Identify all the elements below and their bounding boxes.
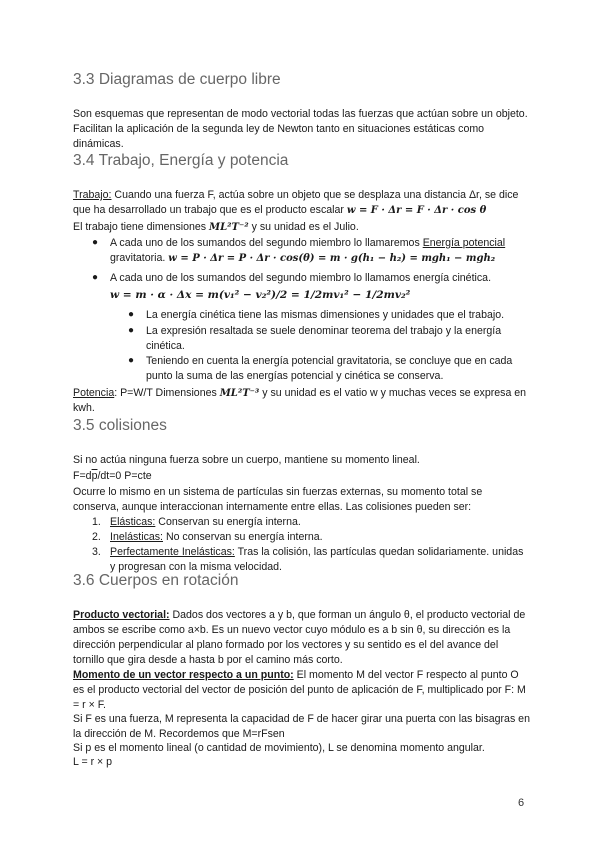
trabajo-formula: w = F · Δr = F · Δr · cos θ [346, 205, 487, 216]
elasticas-label: Elásticas: [110, 516, 156, 528]
bullet-icon: ● [128, 309, 135, 320]
formula-part-a: F=d [73, 470, 92, 482]
section-3-3-paragraph: Son esquemas que representan de modo vectorial todas las fuerzas que actúan sobre un objeto. Facilitan la aplicación de la segunda ley de Newton tanto en situaciones estáticas como dinámicas. [73, 108, 528, 150]
colision-inelastica [110, 530, 530, 545]
sub-bullet-3: Teniendo en cuenta la energía potencial gravitatoria, se concluye que en cada punto la suma de las energías potencial y cinética se conserva. [146, 355, 513, 382]
bullet-icon: ● [128, 325, 135, 336]
dim-formula: ML²T⁻² [209, 222, 249, 233]
colisiones-paragraph: Ocurre lo mismo en un sistema de partículas sin fuerzas externas, su momento total se conserva, aunque interaccionan internamente entre ellas. Las colisiones pueden ser: [73, 486, 483, 513]
momento-angular-formula: L = r × p [73, 756, 113, 768]
momento-fuerza-line: Si F es una fuerza, M representa la capacidad de F de hacer girar una puerta con las bisagras en la dirección de M. Recordemos que M=rFsen [73, 713, 530, 740]
bullet-energia-cinetica: A cada uno de los sumandos del segundo miembro lo llamamos energía cinética. [110, 272, 492, 284]
section-3-4-title: 3.4 Trabajo, Energía y potencia [73, 152, 289, 169]
sub-bullet-2: La expresión resaltada se suele denominar teorema del trabajo y la energía cinética. [146, 325, 502, 352]
bullet2-formula: w = m · α · Δx = m(v₁² − v₂²)/2 = 1/2mv₁² − 1/2mv₂² [110, 289, 411, 301]
producto-vectorial-paragraph [73, 608, 531, 668]
potencia-paragraph [73, 386, 531, 416]
formula-vector-p: $\overline{p}$ [91, 470, 98, 482]
perfectamente-inelasticas-label: Perfectamente Inelásticas: [110, 546, 235, 558]
bullet1-formula: w = P · Δr = P · Δr · cos(θ) = m · g(h₁ − h₂) = mgh₁ − mgh₂ [168, 253, 496, 264]
colision-elastica [110, 515, 530, 530]
momento-label: Momento de un vector respecto a un punto: [73, 669, 294, 681]
section-3-3-title: 3.3 Diagramas de cuerpo libre [73, 71, 281, 88]
section-3-6-title: 3.6 Cuerpos en rotación [73, 572, 239, 589]
list-number: 2. [92, 531, 101, 543]
bullet1-text-b: gravitatoria. [110, 252, 169, 264]
trabajo-dimensions [73, 220, 531, 235]
list-number: 3. [92, 546, 101, 558]
list-number: 1. [92, 516, 101, 528]
trabajo-paragraph [73, 188, 531, 218]
momento-angular-line: Si p es el momento lineal (o cantidad de movimiento), L se denomina momento angular. [73, 742, 485, 754]
page-number: 6 [518, 797, 525, 809]
dim-text-a: El trabajo tiene dimensiones [73, 221, 210, 233]
potencia-text-b: y su unidad es el vatio w y muchas veces se expresa en kwh. [73, 387, 527, 414]
bullet-energia-potencial [110, 236, 535, 266]
dim-text-b: y su unidad es el Julio. [248, 221, 359, 233]
colisiones-intro: Si no actúa ninguna fuerza sobre un cuerpo, mantiene su momento lineal. [73, 454, 420, 466]
bullet-icon: ● [128, 355, 135, 366]
bullet-icon: ● [92, 272, 99, 283]
inelasticas-text: No conservan su energía interna. [163, 531, 323, 543]
trabajo-label: Trabajo: [73, 189, 112, 201]
producto-vectorial-label: Producto vectorial: [73, 609, 170, 621]
potencia-label: Potencia [73, 387, 115, 399]
section-3-5-title: 3.5 colisiones [73, 417, 167, 434]
potencia-text-a: : P=W/T Dimensiones [114, 387, 220, 399]
sub-bullet-1: La energía cinética tiene las mismas dimensiones y unidades que el trabajo. [146, 309, 505, 321]
energia-potencial-link: Energía potencial [422, 237, 506, 249]
momento-paragraph [73, 668, 531, 713]
inelasticas-label: Inelásticas: [110, 531, 163, 543]
potencia-formula: ML²T⁻³ [219, 388, 260, 399]
perfectamente-inelasticas-text: Tras la colisión, las partículas quedan solidariamente. unidas y progresan con la misma velocidad. [110, 546, 524, 573]
trabajo-text: Cuando una fuerza F, actúa sobre un objeto que se desplaza una distancia Δr, se dice que ha desarrollado un trabajo que es el producto escalar [73, 189, 519, 216]
bullet-icon: ● [92, 237, 99, 248]
colision-perfectamente-inelastica [110, 545, 525, 575]
momento-text: El momento M del vector F respecto al punto O es el producto vectorial del vector de posición del punto de aplicación de F, multiplicado por F: M = r × F. [73, 669, 526, 711]
formula-part-b: /dt=0 P=cte [97, 470, 152, 482]
colisiones-formula [73, 469, 531, 484]
elasticas-text: Conservan su energía interna. [155, 516, 301, 528]
bullet1-text-a: A cada uno de los sumandos del segundo miembro lo llamaremos [110, 237, 423, 249]
producto-vectorial-text: Dados dos vectores a y b, que forman un ángulo θ, el producto vectorial de ambos se escribe como a×b. Es un nuevo vector cuyo módulo es a b sin θ, su dirección es la dirección perpendicular al plano formado por los vectores y su sentido es el del avance del tornillo que gira desde a hasta b por el camino más corto. [73, 609, 526, 666]
